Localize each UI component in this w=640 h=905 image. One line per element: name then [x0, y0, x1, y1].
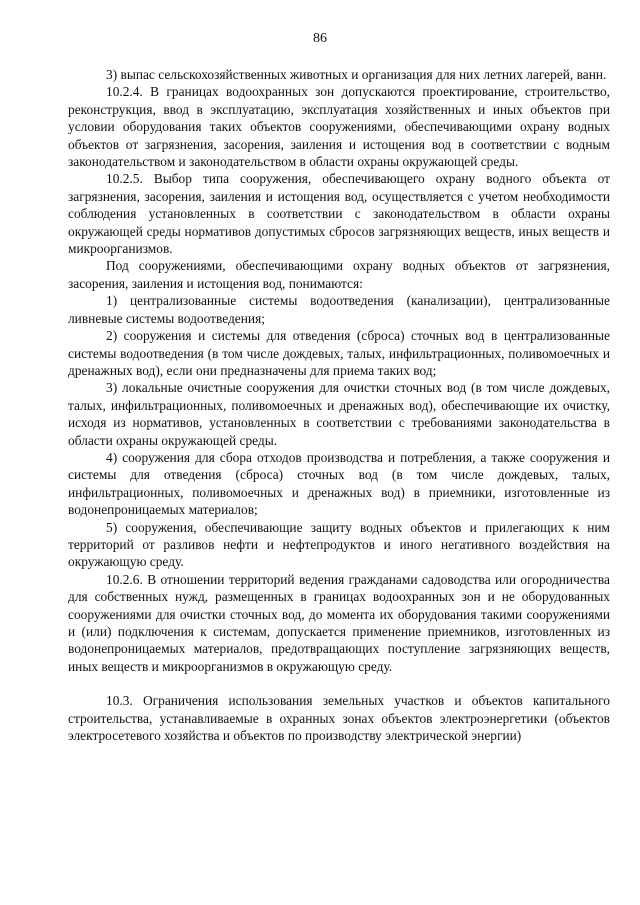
- paragraph-item-3-livestock: 3) выпас сельскохозяйственных животных и организация для них летних лагерей, ванн.: [106, 67, 607, 82]
- list-item-5: 5) сооружения, обеспечивающие защиту водных объектов и прилегающих к ним территорий от разливов нефти и нефтепродуктов и иного негативного воздействия на окружающую среду.: [68, 519, 610, 570]
- list-item-2: 2) сооружения и системы для отведения (сброса) сточных вод в централизованные системы водоотведения (в том числе дождевых, талых, инфильтрационных, поливомоечных и дренажных вод), если они предназначены для приема таких вод;: [68, 328, 610, 378]
- paragraph-structures-intro: Под сооружениями, обеспечивающими охрану водных объектов от загрязнения, засорения, заиления и истощения вод, понимаются:: [68, 258, 610, 291]
- document-body: [68, 66, 610, 744]
- list-item-3: 3) локальные очистные сооружения для очистки сточных вод (в том числе дождевых, талых, инфильтрационных, поливомоечных и дренажных вод), обеспечивающие их очистку, исходя из нормативов, установленных в соответствии с требованиями законодательства в области охраны окружающей среды.: [68, 380, 610, 448]
- list-item-4: 4) сооружения для сбора отходов производства и потребления, а также сооружения и системы для отведения (сброса) сточных вод (в том числе дождевых, талых, инфильтрационных, поливомоечных и дренажных вод) в приемники, изготовленные из водонепроницаемых материалов;: [68, 449, 610, 518]
- list-item-1: 1) централизованные системы водоотведения (канализации), централизованные ливневые системы водоотведения;: [68, 293, 610, 326]
- paragraph-10-2-5: 10.2.5. Выбор типа сооружения, обеспечивающего охрану водного объекта от загрязнения, засорения, заиления и истощения вод, осуществляется с учетом необходимости соблюдения установленных в соответствии с законодательством в области охраны окружающей среды нормативов допустимых сбросов загрязняющих веществ, иных веществ и микроорганизмов.: [68, 171, 610, 257]
- paragraph-10-2-4: 10.2.4. В границах водоохранных зон допускаются проектирование, строительство, реконструкция, ввод в эксплуатацию, эксплуатация хозяйственных и иных объектов при условии оборудования таких объектов сооружениями, обеспечивающими охрану водных объектов от загрязнения, засорения, заиления и истощения вод в соответствии с водным законодательством и законодательством в области охраны окружающей среды.: [68, 84, 610, 170]
- section-heading-10-3: 10.3. Ограничения использования земельных участков и объектов капитального строительства, устанавливаемые в охранных зонах объектов электроэнергетики (объектов электросетевого хозяйства и объектов по производству электрической энергии): [68, 693, 610, 744]
- paragraph-10-2-6: 10.2.6. В отношении территорий ведения гражданами садоводства или огородничества для собственных нужд, размещенных в границах водоохранных зон и не оборудованных сооружениями для очистки сточных вод, до момента их оборудования такими сооружениями и (или) подключения к системам, допускается применение приемников, изготовленных из водонепроницаемых материалов, предотвращающих поступление загрязняющих веществ, иных веществ и микроорганизмов в окружающую среду.: [68, 571, 610, 674]
- page-number: 86: [313, 31, 327, 46]
